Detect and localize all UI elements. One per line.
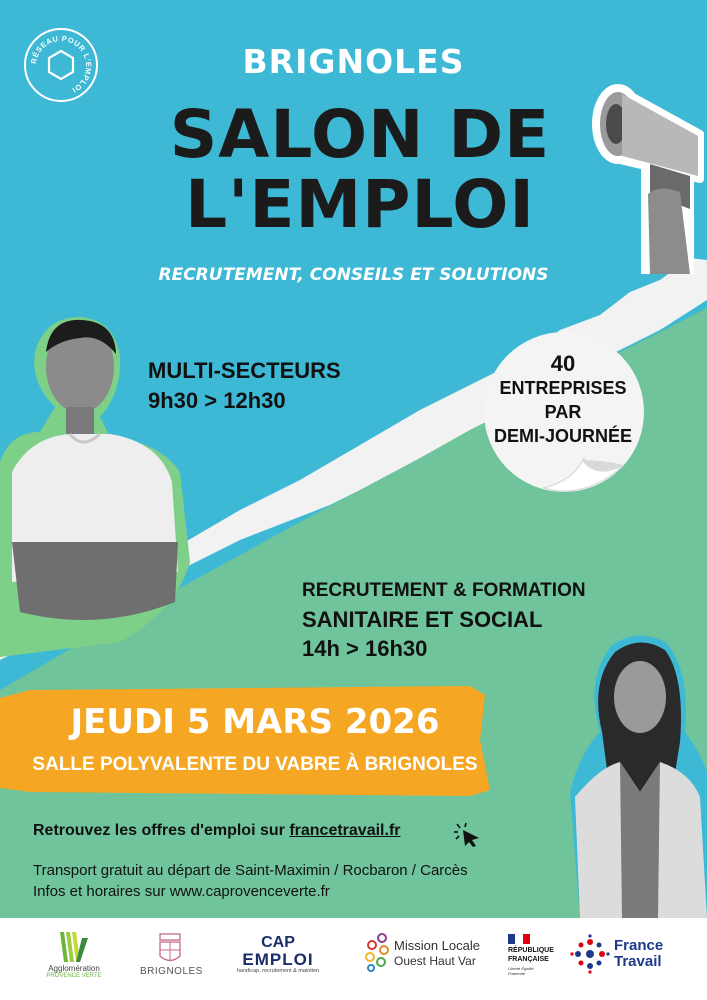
event-date: JEUDI 5 MARS 2026 <box>70 702 440 742</box>
afternoon-session <box>302 576 586 663</box>
morning-session <box>148 356 341 416</box>
republique-line-1: RÉPUBLIQUE <box>508 947 554 954</box>
afternoon-hours: 14h > 16h30 <box>302 636 428 661</box>
republique-line-2: FRANÇAISE <box>508 956 549 963</box>
agglo-mark-icon <box>54 930 94 964</box>
event-subtitle: RECRUTEMENT, CONSEILS ET SOLUTIONS <box>158 265 549 285</box>
french-flag-icon <box>508 934 530 944</box>
mission-line-2: Ouest Haut Var <box>394 954 476 968</box>
mission-locale-circles-icon <box>362 932 392 972</box>
partner-logos-footer <box>0 918 707 1000</box>
afternoon-line-1: RECRUTEMENT & FORMATION <box>302 580 586 601</box>
cap-tagline: handicap, recrutement & maintien <box>236 968 320 974</box>
afternoon-line-2: SANITAIRE ET SOCIAL <box>302 607 543 632</box>
morning-sector: MULTI-SECTEURS <box>148 358 341 383</box>
brignoles-logo <box>140 930 203 977</box>
event-venue: SALLE POLYVALENTE DU VABRE À BRIGNOLES <box>32 754 478 775</box>
companies-count: 40 <box>550 351 576 376</box>
france-travail-line-2: Travail <box>614 953 662 970</box>
cap-line-2: EMPLOI <box>242 950 314 969</box>
francetravail-link[interactable]: francetravail.fr <box>289 822 401 839</box>
sticker-line-4: DEMI-JOURNÉE <box>493 426 632 446</box>
title-line-2: L'EMPLOI <box>185 166 535 243</box>
brignoles-crest-icon <box>157 930 183 966</box>
agglo-line-2: PROVENCE VERTE <box>46 973 102 979</box>
schedule-info: Infos et horaires sur www.caprovenceverte.fr <box>33 883 330 900</box>
sticker-text <box>488 352 638 448</box>
offers-line <box>33 822 401 840</box>
agglo-provence-verte-logo <box>44 930 104 979</box>
woman-portrait-illustration <box>540 622 707 918</box>
click-cursor-icon <box>453 822 483 848</box>
republique-motto: Liberté Égalité Fraternité <box>508 966 534 976</box>
cap-emploi-logo <box>232 934 324 974</box>
mission-line-1: Mission Locale <box>394 938 480 953</box>
sticker-line-3: PAR <box>544 402 582 422</box>
morning-hours: 9h30 > 12h30 <box>148 388 286 413</box>
event-title <box>150 96 570 243</box>
cap-line-1: CAP <box>261 934 295 951</box>
transport-info: Transport gratuit au départ de Saint-Maximin / Rocbaron / Carcès <box>33 862 468 879</box>
megaphone-hand-illustration <box>590 84 707 274</box>
badge-text: RÉSEAU POUR L'EMPLOI <box>29 33 94 95</box>
brignoles-label: BRIGNOLES <box>140 966 203 977</box>
city-name: BRIGNOLES <box>242 42 465 81</box>
agglo-line-1: Agglomération <box>48 964 100 973</box>
france-travail-line-1: France <box>614 937 664 954</box>
france-travail-dots-icon <box>570 934 610 974</box>
sticker-line-2: ENTREPRISES <box>499 378 627 398</box>
title-line-1: SALON DE <box>169 96 551 173</box>
offers-prefix: Retrouvez les offres d'emploi sur <box>33 822 285 839</box>
info-block <box>33 860 468 902</box>
republique-francaise-logo <box>508 934 568 976</box>
